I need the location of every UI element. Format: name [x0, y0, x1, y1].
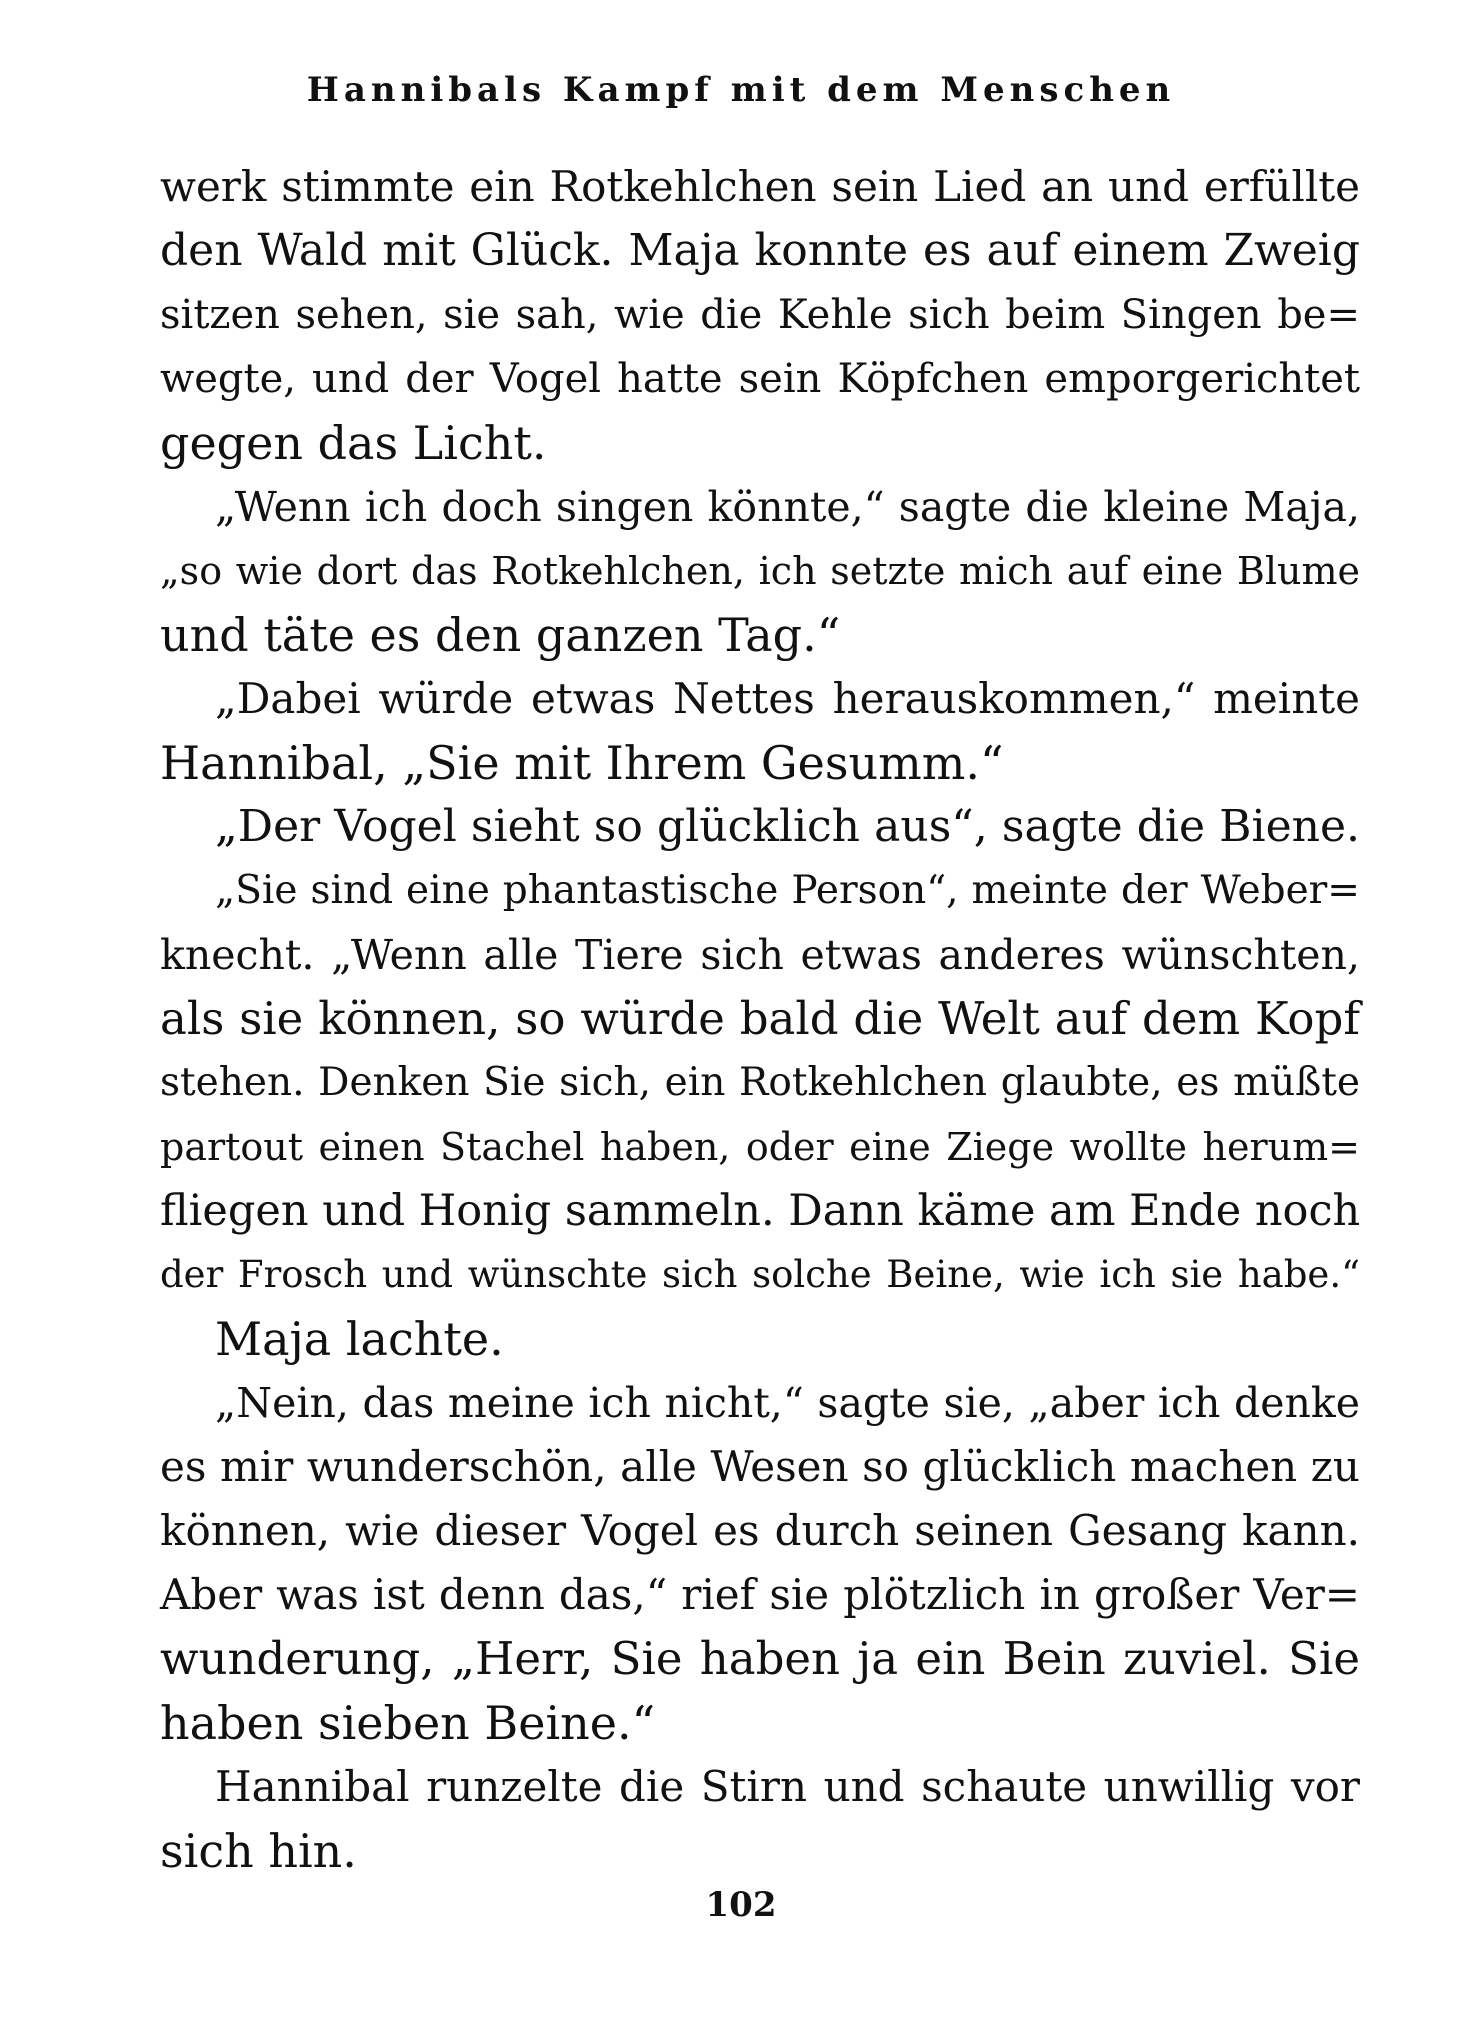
text-line: als sie können, so würde bald die Welt auf dem Kopf [160, 992, 1360, 1045]
page-number: 102 [705, 1885, 777, 1925]
text-line: wunderung, „Herr, Sie haben ja ein Bein zuviel. Sie [160, 1632, 1360, 1685]
text-line: haben sieben Beine.“ [160, 1696, 656, 1750]
text-line: Hannibal runzelte die Stirn und schaute unwillig vor [215, 1762, 1360, 1811]
body-text [160, 155, 1360, 1883]
text-line: „Sie sind eine phantastische Person“, meinte der Weber= [215, 868, 1360, 913]
text-line: der Frosch und wünschte sich solche Beine, wie ich sie habe.“ [160, 1253, 1360, 1296]
text-line: Hannibal, „Sie mit Ihrem Gesumm.“ [160, 736, 1004, 790]
text-line: „so wie dort das Rotkehlchen, ich setzte mich auf eine Blume [160, 549, 1360, 593]
text-line: knecht. „Wenn alle Tiere sich etwas anderes wünschten, [160, 931, 1360, 979]
text-line: Aber was ist denn das,“ rief sie plötzlich in großer Ver= [160, 1570, 1360, 1619]
running-head: Hannibals Kampf mit dem Menschen [306, 70, 1176, 110]
text-line: „Nein, das meine ich nicht,“ sagte sie, „aber ich denke [215, 1379, 1360, 1427]
text-line: „Der Vogel sieht so glücklich aus“, sagte die Biene. [215, 801, 1360, 852]
text-line: Maja lachte. [215, 1312, 504, 1366]
text-line: den Wald mit Glück. Maja konnte es auf einem Zweig [160, 225, 1360, 276]
text-line: es mir wunderschön, alle Wesen so glücklich machen zu [160, 1442, 1360, 1491]
text-line: können, wie dieser Vogel es durch seinen Gesang kann. [160, 1506, 1360, 1555]
text-line: gegen das Licht. [160, 416, 547, 470]
text-line: sitzen sehen, sie sah, wie die Kehle sich beim Singen be= [160, 292, 1360, 338]
text-line: fliegen und Honig sammeln. Dann käme am Ende noch [160, 1186, 1361, 1236]
text-line: sich hin. [160, 1824, 357, 1878]
text-line: wegte, und der Vogel hatte sein Köpfchen emporgerichtet [160, 356, 1360, 402]
text-line: stehen. Denken Sie sich, ein Rotkehlchen glaubte, es müßte [160, 1060, 1360, 1105]
text-line: „Dabei würde etwas Nettes herauskommen,“ meinte [215, 674, 1360, 723]
text-line: partout einen Stachel haben, oder eine Ziege wollte herum= [160, 1125, 1360, 1169]
text-line: werk stimmte ein Rotkehlchen sein Lied an und erfüllte [160, 162, 1360, 211]
text-line: „Wenn ich doch singen könnte,“ sagte die kleine Maja, [215, 483, 1360, 531]
text-line: und täte es den ganzen Tag.“ [160, 608, 841, 662]
